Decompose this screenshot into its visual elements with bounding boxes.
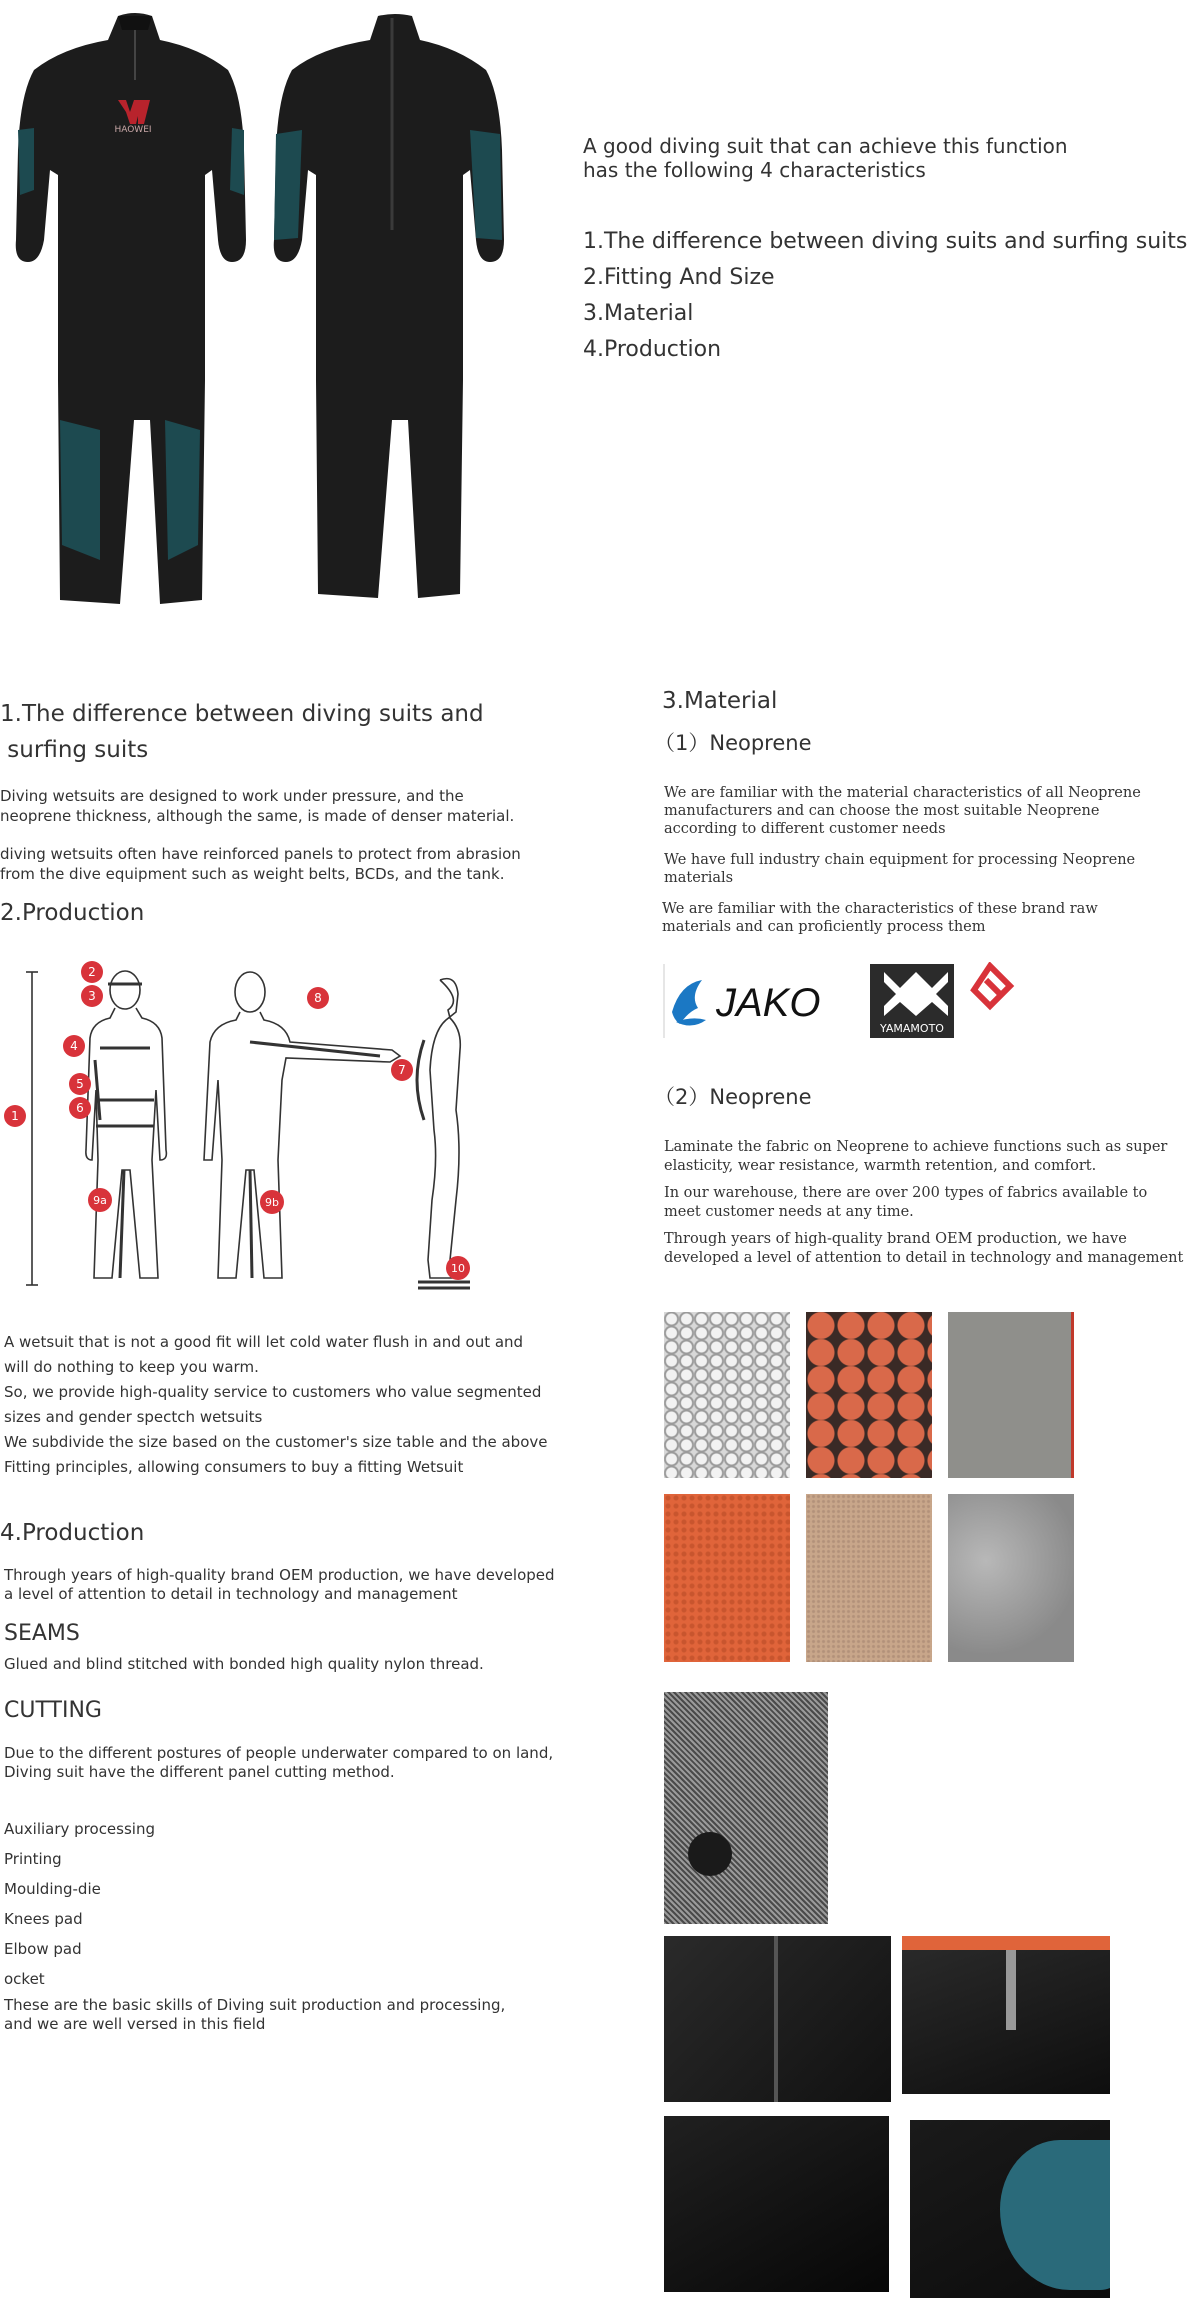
laminate-para-3-line: developed a level of attention to detail in technology and management	[664, 1250, 1184, 1266]
laminate-para-1-line: elasticity, wear resistance, warmth retention, and comfort.	[664, 1158, 1097, 1174]
marker-4: 4	[70, 1039, 78, 1053]
laminate-para-2-line: In our warehouse, there are over 200 types of fabrics available to	[664, 1185, 1148, 1201]
profile-body-outline	[417, 979, 470, 1288]
section1-paragraph-2	[0, 844, 560, 884]
neoprene-para-3	[662, 900, 1192, 936]
intro-heading-line1: A good diving suit that can achieve this function	[583, 134, 1068, 158]
front-zipper-photo	[664, 1936, 891, 2102]
yamamoto-logo-text: YAMAMOTO	[880, 1022, 944, 1035]
marker-8: 8	[314, 991, 322, 1005]
section2-text	[4, 1330, 564, 1480]
processing-list-item: Printing	[4, 1850, 62, 1868]
marker-2: 2	[88, 965, 96, 979]
seams-title: SEAMS	[4, 1621, 80, 1646]
laminate-para-2-line: meet customer needs at any time.	[664, 1204, 914, 1220]
cutting-text	[4, 1744, 564, 1782]
laminate-para-2	[664, 1184, 1194, 1222]
section1-title-line1: 1.The difference between diving suits and	[0, 701, 484, 727]
section1-para1-line1: Diving wetsuits are designed to work under pressure, and the	[0, 787, 464, 805]
haowei-logo-text: HAOWEI	[114, 125, 152, 135]
red-brand-logo-icon	[974, 966, 1010, 1006]
processing-list-item: Elbow pad	[4, 1940, 82, 1958]
brand-logos	[662, 962, 1042, 1042]
sleeve-zipper-photo	[664, 2116, 889, 2292]
processing-list-item: ocket	[4, 1970, 45, 1988]
body-measurement-diagram	[0, 960, 480, 1300]
neoprene-para-2-line: We have full industry chain equipment for processing Neoprene	[664, 852, 1136, 868]
marker-3: 3	[88, 989, 96, 1003]
marker-7: 7	[398, 1063, 406, 1077]
processing-list	[4, 1814, 404, 1994]
section1-title-line2: surfing suits	[0, 737, 149, 763]
section4-intro-line1: Through years of high-quality brand OEM production, we have developed	[4, 1566, 555, 1584]
neoprene-subtitle-2: （2）Neoprene	[654, 1085, 812, 1109]
marker-1: 1	[11, 1109, 19, 1123]
processing-list-item: Auxiliary processing	[4, 1820, 155, 1838]
section1-paragraph-1	[0, 786, 560, 826]
marker-9b: 9b	[265, 1196, 279, 1209]
neoprene-subtitle-1: （1）Neoprene	[654, 731, 812, 755]
section2-line: sizes and gender spectch wetsuits	[4, 1408, 263, 1426]
section1-title	[0, 696, 560, 768]
intro-heading	[583, 134, 1183, 182]
fabric-closeup-photo	[664, 1692, 828, 1924]
neoprene-para-1	[664, 784, 1194, 838]
section4-intro	[4, 1566, 564, 1604]
section1-para2-line2: from the dive equipment such as weight belts, BCDs, and the tank.	[0, 865, 505, 883]
neoprene-para-1-line: We are familiar with the material characteristics of all Neoprene	[664, 785, 1141, 801]
laminate-para-3-line: Through years of high-quality brand OEM production, we have	[664, 1231, 1127, 1247]
section2-title: 2.Production	[0, 900, 145, 926]
wetsuit-back	[274, 14, 504, 598]
intro-list-item: 1.The difference between diving suits and surfing suits	[583, 229, 1188, 254]
processing-list-item: Moulding-die	[4, 1880, 101, 1898]
section4-outro-line1: These are the basic skills of Diving suit production and processing,	[4, 1996, 506, 2014]
jako-logo-icon	[672, 980, 706, 1026]
intro-list	[583, 224, 1198, 368]
neoprene-para-1-line: according to different customer needs	[664, 821, 946, 837]
side-zipper-photo	[902, 1936, 1110, 2094]
zipper-pull	[1006, 1950, 1016, 2030]
section2-line: So, we provide high-quality service to customers who value segmented	[4, 1383, 542, 1401]
neoprene-para-3-line: materials and can proficiently process them	[662, 919, 986, 935]
section1-para2-line1: diving wetsuits often have reinforced panels to protect from abrasion	[0, 845, 521, 863]
section2-line: We subdivide the size based on the customer's size table and the above	[4, 1433, 548, 1451]
teal-panel-detail	[1000, 2140, 1110, 2290]
fabric-swatch-beige	[806, 1494, 932, 1662]
fabric-swatch-grey-hex	[664, 1312, 790, 1478]
closeup-button-detail	[688, 1832, 732, 1876]
marker-9a: 9a	[93, 1194, 107, 1207]
cutting-text-line2: Diving suit have the different panel cutting method.	[4, 1763, 395, 1781]
marker-6: 6	[76, 1101, 84, 1115]
section3-title: 3.Material	[662, 688, 778, 714]
wetsuit-front	[16, 13, 246, 604]
marker-5: 5	[76, 1077, 84, 1091]
back-body-outline	[204, 972, 400, 1278]
knee-panel-photo	[910, 2120, 1110, 2298]
seams-text: Glued and blind stitched with bonded high quality nylon thread.	[4, 1655, 484, 1673]
neoprene-para-2	[664, 851, 1194, 887]
section4-outro-line2: and we are well versed in this field	[4, 2015, 266, 2033]
section4-intro-line2: a level of attention to detail in technology and management	[4, 1585, 458, 1603]
wetsuit-product-image	[0, 0, 520, 620]
zipper-orange-trim	[902, 1936, 1110, 1950]
intro-list-item: 2.Fitting And Size	[583, 265, 775, 290]
fabric-swatch-orange-hex	[806, 1312, 932, 1478]
cutting-text-line1: Due to the different postures of people underwater compared to on land,	[4, 1744, 554, 1762]
intro-list-item: 3.Material	[583, 301, 694, 326]
section4-outro	[4, 1996, 564, 2034]
laminate-para-1	[664, 1138, 1194, 1176]
front-body-outline	[86, 971, 167, 1278]
fabric-swatch-grey-mottled	[948, 1494, 1074, 1662]
section4-title: 4.Production	[0, 1520, 145, 1546]
intro-list-item: 4.Production	[583, 337, 722, 362]
cutting-title: CUTTING	[4, 1698, 102, 1723]
section2-line: Fitting principles, allowing consumers to buy a fitting Wetsuit	[4, 1458, 464, 1476]
section1-para1-line2: neoprene thickness, although the same, is made of denser material.	[0, 807, 515, 825]
zipper-line	[774, 1936, 778, 2102]
section2-line: A wetsuit that is not a good fit will let cold water flush in and out and	[4, 1333, 524, 1351]
jako-logo-text: JAKO	[716, 981, 821, 1025]
laminate-para-1-line: Laminate the fabric on Neoprene to achieve functions such as super	[664, 1139, 1168, 1155]
fabric-swatch-grey-plain	[948, 1312, 1074, 1478]
neoprene-para-3-line: We are familiar with the characteristics of these brand raw	[662, 901, 1098, 917]
fabric-swatch-orange-dot	[664, 1494, 790, 1662]
laminate-para-3	[664, 1230, 1194, 1268]
neoprene-para-1-line: manufacturers and can choose the most suitable Neoprene	[664, 803, 1100, 819]
processing-list-item: Knees pad	[4, 1910, 83, 1928]
marker-10: 10	[451, 1262, 465, 1275]
intro-heading-line2: has the following 4 characteristics	[583, 158, 926, 182]
section2-line: will do nothing to keep you warm.	[4, 1358, 259, 1376]
neoprene-para-2-line: materials	[664, 870, 734, 886]
